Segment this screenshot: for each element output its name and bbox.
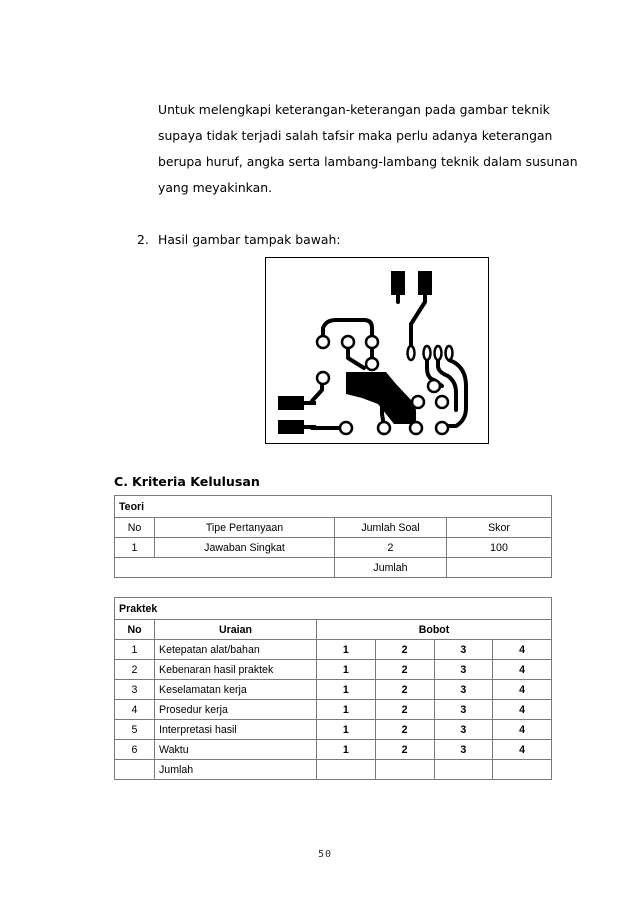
col-header: Skor	[447, 518, 552, 538]
table-header-row	[115, 620, 552, 640]
cell-b4: 4	[493, 660, 552, 680]
cell-uraian: Kebenaran hasil praktek	[155, 660, 317, 680]
cell-b3: 3	[434, 660, 493, 680]
cell-no: 4	[115, 700, 155, 720]
cell-b3: 3	[434, 740, 493, 760]
pcb-bottom-view-drawing	[265, 257, 489, 444]
total-label: Jumlah	[335, 558, 447, 578]
total-label: Jumlah	[155, 760, 317, 780]
cell-no: 3	[115, 680, 155, 700]
cell-b2: 2	[375, 640, 434, 660]
teori-title: Teori	[115, 496, 552, 518]
list-item-2	[137, 232, 341, 247]
cell-no: 5	[115, 720, 155, 740]
cell-b1: 1	[317, 740, 376, 760]
cell-b2: 2	[375, 740, 434, 760]
cell-b2: 2	[375, 720, 434, 740]
paragraph-line: yang meyakinkan.	[158, 180, 273, 195]
cell: 1	[115, 538, 155, 558]
cell-empty	[447, 558, 552, 578]
list-text: Hasil gambar tampak bawah:	[158, 232, 341, 247]
col-header: Bobot	[317, 620, 552, 640]
cell-uraian: Ketepatan alat/bahan	[155, 640, 317, 660]
cell-empty	[115, 558, 335, 578]
cell-b3: 3	[434, 640, 493, 660]
cell-b4: 4	[493, 720, 552, 740]
cell-empty	[375, 760, 434, 780]
col-header: No	[115, 518, 155, 538]
praktek-table	[114, 597, 552, 780]
table-total-row	[115, 760, 552, 780]
cell-b3: 3	[434, 680, 493, 700]
paragraph-line: supaya tidak terjadi salah tafsir maka perlu adanya keterangan	[158, 128, 553, 143]
cell-empty	[115, 760, 155, 780]
table-header-row	[115, 518, 552, 538]
table-row	[115, 640, 552, 660]
cell-no: 6	[115, 740, 155, 760]
pcb-layout-image	[266, 258, 490, 445]
cell-b4: 4	[493, 680, 552, 700]
table-row	[115, 538, 552, 558]
cell-b4: 4	[493, 700, 552, 720]
cell-b1: 1	[317, 680, 376, 700]
cell-b4: 4	[493, 640, 552, 660]
cell-b3: 3	[434, 720, 493, 740]
table-row	[115, 680, 552, 700]
teori-table	[114, 495, 552, 578]
col-header: Uraian	[155, 620, 317, 640]
cell-b2: 2	[375, 680, 434, 700]
cell-empty	[493, 760, 552, 780]
praktek-title: Praktek	[115, 598, 552, 620]
cell: 100	[447, 538, 552, 558]
table-row	[115, 740, 552, 760]
cell-uraian: Interpretasi hasil	[155, 720, 317, 740]
cell-b2: 2	[375, 700, 434, 720]
cell-b3: 3	[434, 700, 493, 720]
paragraph-line: Untuk melengkapi keterangan-keterangan pada gambar teknik	[158, 102, 550, 117]
cell-b1: 1	[317, 660, 376, 680]
cell: 2	[335, 538, 447, 558]
cell-empty	[317, 760, 376, 780]
table-row	[115, 720, 552, 740]
cell-b1: 1	[317, 640, 376, 660]
col-header: Tipe Pertanyaan	[155, 518, 335, 538]
cell-empty	[434, 760, 493, 780]
cell-b1: 1	[317, 720, 376, 740]
table-row	[115, 660, 552, 680]
list-number: 2.	[137, 232, 149, 247]
page-number: 50	[318, 849, 333, 860]
paragraph-line: berupa huruf, angka serta lambang-lambang teknik dalam susunan	[158, 154, 578, 169]
cell-b4: 4	[493, 740, 552, 760]
col-header: No	[115, 620, 155, 640]
section-title: Kriteria Kelulusan	[132, 474, 260, 489]
cell-uraian: Waktu	[155, 740, 317, 760]
cell: Jawaban Singkat	[155, 538, 335, 558]
section-heading	[114, 474, 260, 489]
cell-uraian: Keselamatan kerja	[155, 680, 317, 700]
cell-no: 1	[115, 640, 155, 660]
table-row	[115, 700, 552, 720]
table-total-row	[115, 558, 552, 578]
col-header: Jumlah Soal	[335, 518, 447, 538]
section-number: C.	[114, 474, 129, 489]
cell-no: 2	[115, 660, 155, 680]
cell-b2: 2	[375, 660, 434, 680]
cell-uraian: Prosedur kerja	[155, 700, 317, 720]
intro-paragraph	[158, 97, 578, 201]
cell-b1: 1	[317, 700, 376, 720]
